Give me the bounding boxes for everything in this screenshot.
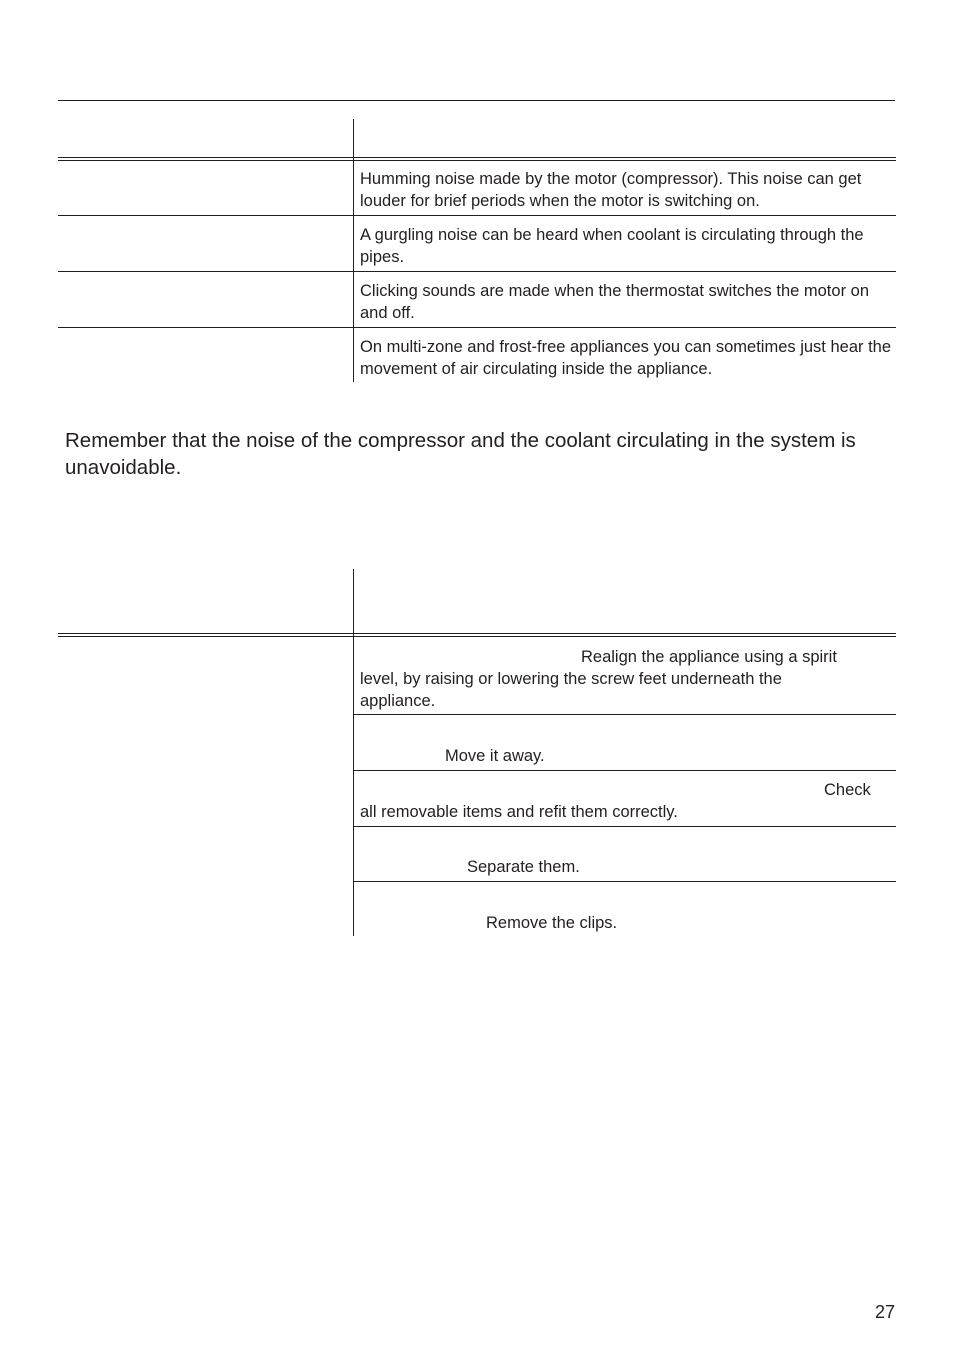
noise-table-row-rule: [58, 271, 896, 272]
remedy-text: Separate them.: [467, 858, 580, 876]
noise-table-row-rule: [58, 215, 896, 216]
remedy-table-row-rule: [354, 881, 896, 882]
remedy-text: Realign the appliance using a spirit: [581, 648, 837, 666]
remedy-table-row-rule: [354, 770, 896, 771]
remedy-text: all removable items and refit them correctly.: [360, 803, 678, 821]
noise-table-column-divider: [353, 119, 354, 382]
top-rule: [58, 100, 895, 101]
page-number: 27: [874, 1302, 895, 1322]
remedy-text: Remove the clips.: [486, 914, 618, 932]
remedy-row: [360, 912, 892, 934]
noise-table-row-text: Clicking sounds are made when the thermostat switches the motor on and off.: [360, 282, 870, 322]
noise-table-row-text: A gurgling noise can be heard when coolant is circulating through the pipes.: [360, 226, 864, 266]
noise-table-header-rule: [58, 157, 896, 158]
noise-table-row-text: On multi-zone and frost-free appliances you can sometimes just hear the movement of air circulating inside the appliance.: [360, 338, 892, 378]
noise-table-header-rule: [58, 160, 896, 161]
remedy-text: Move it away.: [445, 747, 545, 765]
noise-table-row-rule: [58, 327, 896, 328]
noise-table-row-text: Humming noise made by the motor (compressor). This noise can get louder for brief periods when the motor is switching on.: [360, 170, 862, 210]
remedy-row: [360, 646, 892, 712]
remedy-row: [360, 856, 892, 878]
remedy-text: level, by raising or lowering the screw feet underneath the: [360, 670, 782, 688]
unavoidable-noise-note: Remember that the noise of the compressor and the coolant circulating in the system is unavoidable.: [65, 429, 856, 479]
remedy-text: Check: [824, 781, 871, 799]
remedy-text: appliance.: [360, 692, 436, 710]
remedy-table-row-rule: [354, 714, 896, 715]
remedy-table-header-rule: [58, 636, 896, 637]
remedy-table-row-rule: [354, 826, 896, 827]
remedy-row: [360, 779, 892, 823]
remedy-table-header-rule: [58, 633, 896, 634]
remedy-row: [360, 745, 892, 767]
